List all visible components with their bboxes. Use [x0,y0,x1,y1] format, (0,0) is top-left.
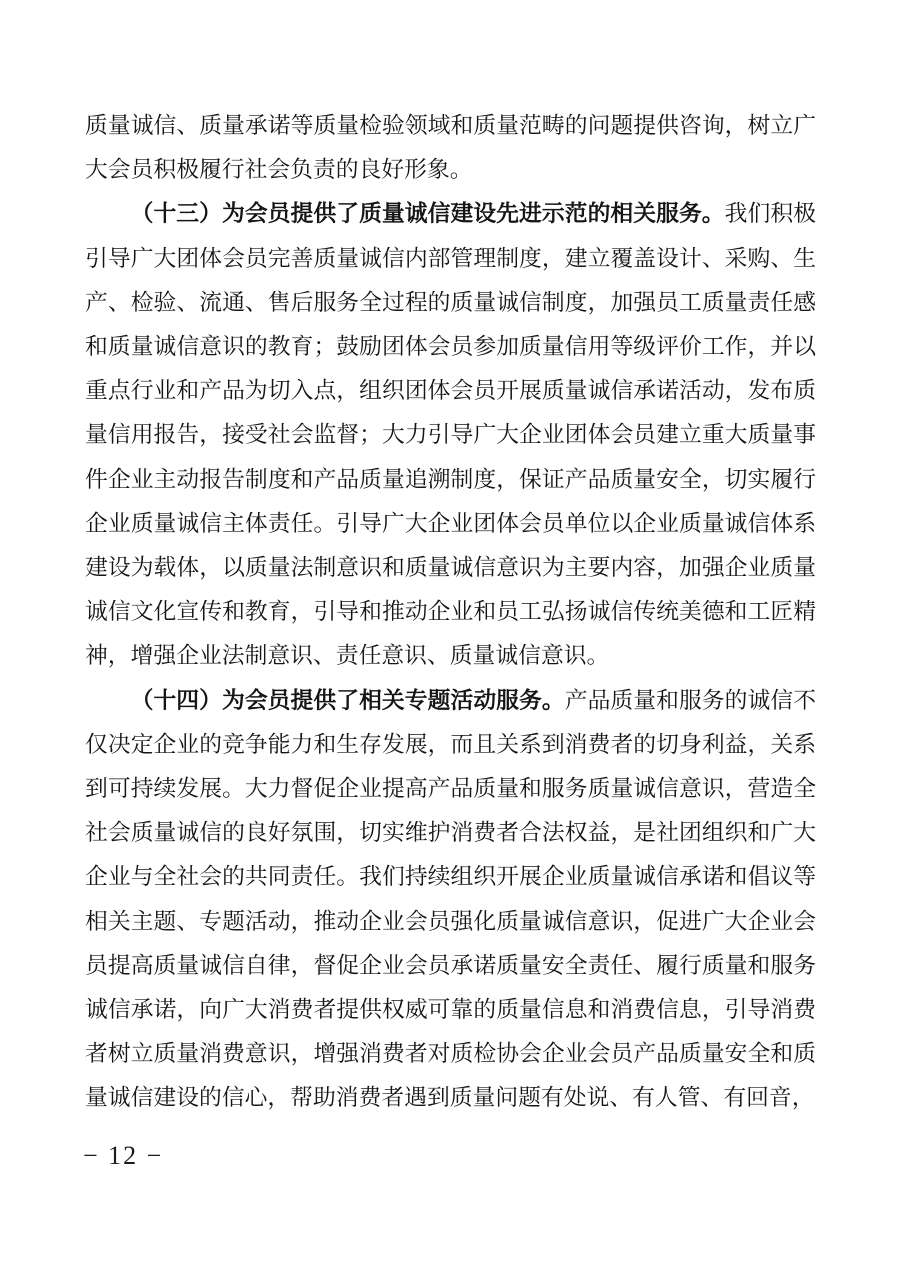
paragraph-continuation [85,104,816,192]
section-13-body: 我们积极引导广大团体会员完善质量诚信内部管理制度，建立覆盖设计、采购、生产、检验、流通、售后服务全过程的质量诚信制度，加强员工质量责任感和质量诚信意识的教育；鼓励团体会员参加质量信用等级评价工作，并以重点行业和产品为切入点，组织团体会员开展质量诚信承诺活动，发布质量信用报告，接受社会监督；大力引导广大企业团体会员建立重大质量事件企业主动报告制度和产品质量追溯制度，保证产品质量安全，切实履行企业质量诚信主体责任。引导广大企业团体会员单位以企业质量诚信体系建设为载体，以质量法制意识和质量诚信意识为主要内容，加强企业质量诚信文化宣传和教育，引导和推动企业和员工弘扬诚信传统美德和工匠精神，增强企业法制意识、责任意识、质量诚信意识。 [85,201,817,669]
paragraph-continuation-text: 质量诚信、质量承诺等质量检验领域和质量范畴的问题提供咨询，树立广大会员积极履行社会负责的良好形象。 [85,113,816,183]
paragraph-section-13 [85,192,816,678]
section-14-body: 产品质量和服务的诚信不仅决定企业的竞争能力和生存发展，而且关系到消费者的切身利益，关系到可持续发展。大力督促企业提高产品质量和服务质量诚信意识，营造全社会质量诚信的良好氛围，切实维护消费者合法权益，是社团组织和广大企业与全社会的共同责任。我们持续组织开展企业质量诚信承诺和倡议等相关主题、专题活动，推动企业会员强化质量诚信意识，促进广大企业会员提高质量诚信自律，督促企业会员承诺质量安全责任、履行质量和服务诚信承诺，向广大消费者提供权威可靠的质量信息和消费信息，引导消费者树立质量消费意识，增强消费者对质检协会企业会员产品质量安全和质量诚信建设的信心，帮助消费者遇到质量问题有处说、有人管、有回音， [85,687,817,1111]
document-body [85,104,816,1121]
section-13-heading: （十三）为会员提供了质量诚信建设先进示范的相关服务。 [130,201,725,227]
page-number: − 12 − [83,1141,164,1170]
paragraph-section-14 [85,679,816,1121]
section-14-heading: （十四）为会员提供了相关专题活动服务。 [130,687,565,713]
